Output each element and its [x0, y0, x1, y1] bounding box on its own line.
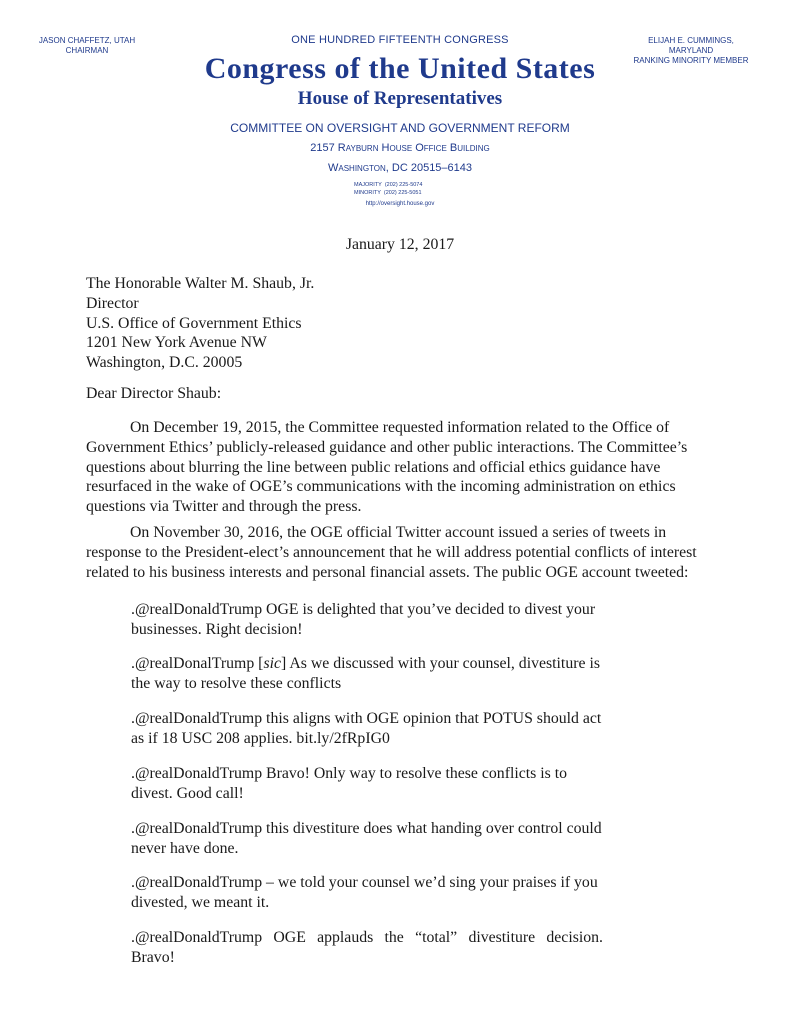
congress-number: ONE HUNDRED FIFTEENTH CONGRESS — [291, 34, 509, 46]
recipient-line: U.S. Office of Government Ethics — [86, 314, 302, 332]
committee-name: COMMITTEE ON OVERSIGHT AND GOVERNMENT REFORM — [230, 121, 570, 135]
recipient-line: The Honorable Walter M. Shaub, Jr. — [86, 275, 315, 292]
tweet-2-suffix: As we discussed with your counsel, divestiture is the way to resolve these conflicts — [131, 655, 600, 692]
tweet-quote: .@realDonalTrump [sic] As we discussed with your counsel, divestiture is the way to resolve these conflicts — [131, 655, 600, 692]
tweet-quote: .@realDonaldTrump OGE is delighted that you’ve decided to divest your businesses. Right decision! — [131, 601, 596, 638]
tweet-quote: .@realDonaldTrump this aligns with OGE opinion that POTUS should act as if 18 USC 208 applies. bit.ly/2fRpIG0 — [131, 710, 602, 747]
majority-phone-line — [354, 182, 422, 190]
recipient-line: Washington, D.C. 20005 — [86, 354, 243, 372]
majority-label: MAJORITY — [354, 182, 382, 188]
tweet-quote: .@realDonaldTrump this divestiture does what handing over control could never have done. — [131, 820, 602, 857]
majority-phone: (202) 225-5074 — [384, 182, 423, 188]
chairman-title: CHAIRMAN — [65, 46, 109, 55]
phone-numbers — [354, 182, 422, 197]
address-line-2: Washington, DC 20515–6143 — [327, 162, 473, 174]
chairman-name: JASON CHAFFETZ, UTAH — [38, 36, 136, 45]
minority-label: MINORITY — [354, 189, 381, 196]
house-title: House of Representatives — [297, 88, 503, 109]
minority-phone: (202) 225-5051 — [383, 189, 422, 196]
tweet-quote: .@realDonaldTrump Bravo! Only way to resolve these conflicts is to divest. Good call! — [131, 765, 568, 802]
recipient-line: Director — [86, 294, 139, 312]
letter-date: January 12, 2017 — [345, 236, 455, 253]
address-line-1: 2157 Rayburn House Office Building — [310, 142, 490, 154]
recipient-line: 1201 New York Avenue NW — [86, 334, 267, 352]
paragraph-2: On November 30, 2016, the OGE official Twitter account issued a series of tweets in response to the President-elect’s announcement that he will address potential conflicts of interest related to his business interests and personal financial assets. The public OGE account tweeted: — [86, 524, 697, 581]
minority-phone-line — [354, 190, 422, 198]
ranking-member-title: RANKING MINORITY MEMBER — [633, 56, 749, 65]
salutation: Dear Director Shaub: — [86, 385, 222, 402]
sic-marker: sic — [263, 655, 281, 672]
website-link[interactable]: http://oversight.house.gov — [365, 201, 435, 207]
paragraph-1: On December 19, 2015, the Committee requested information related to the Office of Government Ethics’ publicly-released guidance and other public interactions. The Committee’s questions about blurring the line between public relations and official ethics guidance have resurfaced in the wake of OGE’s communications with the incoming administration on ethics questions via Twitter and through the press. — [86, 419, 688, 516]
tweet-2-prefix: .@realDonalTrump — [131, 655, 259, 672]
ranking-member-name: ELIJAH E. CUMMINGS, MARYLAND — [648, 36, 734, 55]
congress-title: Congress of the United States — [204, 52, 596, 85]
recipient-address — [86, 274, 706, 373]
tweet-quote: .@realDonaldTrump OGE applauds the “total” divestiture decision. Bravo! — [131, 929, 603, 966]
tweet-quote: .@realDonaldTrump – we told your counsel we’d sing your praises if you divested, we meant it. — [131, 874, 598, 911]
